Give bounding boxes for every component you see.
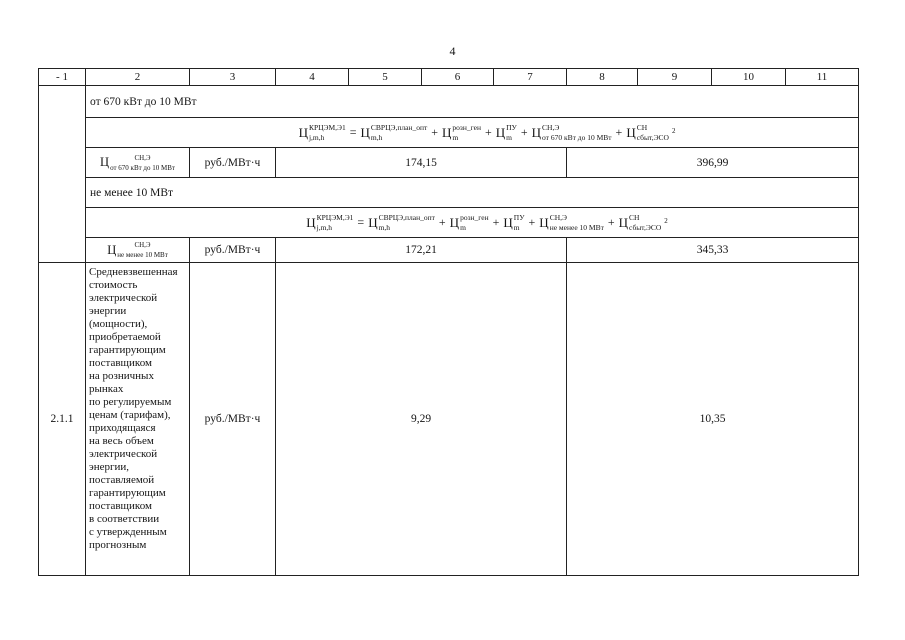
column-number: 11 <box>786 69 859 86</box>
symbol-indices <box>549 212 604 232</box>
symbol-subscript: сбыт,ЭСО <box>636 132 669 142</box>
symbol-superscript: ПУ <box>513 212 525 222</box>
row-label <box>107 242 168 258</box>
description-line: поставщиком <box>89 357 152 369</box>
symbol-subscript: m <box>460 222 466 232</box>
symbol-base: Ц <box>100 155 110 169</box>
column-number: 10 <box>712 69 786 86</box>
symbol-base: Ц <box>368 215 378 230</box>
symbol-base: Ц <box>539 215 549 230</box>
symbol-indices <box>513 212 525 232</box>
symbol-subscript: m <box>513 222 520 232</box>
symbol-base: Ц <box>306 215 316 230</box>
symbol-base: Ц <box>442 125 452 140</box>
formula <box>86 212 858 232</box>
description-line: на весь объем <box>89 435 154 447</box>
description-line: Средневзвешенная <box>89 266 178 278</box>
group-title: от 670 кВт до 10 МВт <box>86 86 859 118</box>
description-line: по регулируемым <box>89 396 172 408</box>
symbol-indices <box>316 212 354 232</box>
description-line: электрической <box>89 448 158 460</box>
value-row <box>39 148 859 178</box>
formula-term <box>531 122 612 142</box>
label-symbol <box>100 155 175 171</box>
symbol-superscript: СН,Э <box>134 153 151 162</box>
symbol-superscript: СН,Э <box>549 212 567 222</box>
value-cell: 172,21 <box>276 238 567 263</box>
value-cell: 396,99 <box>567 148 859 178</box>
column-number: 2 <box>86 69 190 86</box>
value-cell: 10,35 <box>567 263 859 576</box>
symbol-superscript: СВРЦЭ,план_опт <box>370 122 428 132</box>
symbol-indices <box>378 212 435 232</box>
formula-term <box>618 212 662 232</box>
value-cell: 345,33 <box>567 238 859 263</box>
column-number: 6 <box>422 69 494 86</box>
symbol-superscript: СВРЦЭ,план_опт <box>378 212 435 222</box>
symbol-indices <box>542 122 612 142</box>
symbol-base: Ц <box>618 215 629 230</box>
symbol-base: Ц <box>495 125 506 140</box>
symbol-subscript: от 670 кВт до 10 МВт <box>110 163 175 172</box>
row-label-cell <box>86 238 190 263</box>
plus-sign: + <box>438 215 446 229</box>
column-number-row <box>39 69 859 86</box>
symbol-subscript: m <box>506 132 512 142</box>
description-line: электрической <box>89 292 158 304</box>
description-line: энергии, <box>89 461 130 473</box>
row-label <box>100 155 175 171</box>
group-title-row <box>39 86 859 118</box>
symbol-base: Ц <box>626 125 636 140</box>
symbol-base: Ц <box>107 242 117 257</box>
symbol-subscript: j,m,h <box>316 222 333 232</box>
column-number: 5 <box>349 69 422 86</box>
description-line: гарантирующим <box>89 344 166 356</box>
symbol-subscript: сбыт,ЭСО <box>629 222 662 232</box>
formula <box>86 122 858 142</box>
description-line: приходящаяся <box>89 422 156 434</box>
symbol-subscript: j,m,h <box>308 132 325 142</box>
formula-lhs <box>298 122 346 142</box>
row-label-cell <box>86 148 190 178</box>
footnote-marker: 2 <box>671 126 676 135</box>
symbol-subscript: от 670 кВт до 10 МВт <box>542 132 612 142</box>
plus-sign: + <box>520 125 528 139</box>
formula-term <box>360 122 428 142</box>
formula-row <box>39 118 859 148</box>
label-symbol <box>107 242 168 258</box>
symbol-indices <box>506 122 517 142</box>
symbol-superscript: розн_ген <box>452 122 481 132</box>
symbol-superscript: СН <box>629 212 640 222</box>
symbol-indices <box>452 122 481 142</box>
page-number: 4 <box>449 44 456 58</box>
symbol-base: Ц <box>449 215 460 230</box>
equals-sign: = <box>349 125 357 139</box>
formula-term <box>449 212 489 232</box>
column-number: 8 <box>567 69 638 86</box>
empty-merged-cell <box>39 86 86 263</box>
symbol-superscript: розн_ген <box>460 212 489 222</box>
symbol-indices <box>636 122 669 142</box>
symbol-subscript: не менее 10 МВт <box>549 222 604 232</box>
symbol-superscript: КРЦЭМ,Э1 <box>316 212 354 222</box>
plus-sign: + <box>484 125 492 139</box>
group-title: не менее 10 МВт <box>86 178 859 208</box>
symbol-indices <box>629 212 662 232</box>
formula-term <box>442 122 481 142</box>
value-cell: 174,15 <box>276 148 567 178</box>
description-line: ценам (тарифам), <box>89 409 171 421</box>
row-number: 2.1.1 <box>39 263 86 576</box>
symbol-indices <box>460 212 489 232</box>
symbol-subscript: m <box>452 132 459 142</box>
formula-lhs <box>306 212 354 232</box>
symbol-superscript: СН <box>636 122 648 132</box>
row-2-1-1 <box>39 263 859 576</box>
symbol-base: Ц <box>360 125 370 140</box>
equals-sign: = <box>357 215 365 229</box>
formula-term <box>368 212 435 232</box>
unit-cell: руб./МВт·ч <box>190 263 276 576</box>
symbol-base: Ц <box>298 125 308 140</box>
unit-cell: руб./МВт·ч <box>190 148 276 178</box>
symbol-base: Ц <box>503 215 513 230</box>
description-line: на розничных <box>89 370 154 382</box>
formula-row <box>39 208 859 238</box>
formula-term <box>495 122 517 142</box>
column-number: - 1 <box>39 69 86 86</box>
symbol-superscript: СН,Э <box>542 122 560 132</box>
symbol-superscript: КРЦЭМ,Э1 <box>308 122 346 132</box>
footnote-marker: 2 <box>664 216 668 225</box>
description-line: стоимость <box>89 279 138 291</box>
column-number: 7 <box>494 69 567 86</box>
plus-sign: + <box>607 215 615 229</box>
plus-sign: + <box>615 125 623 139</box>
symbol-indices <box>308 122 346 142</box>
plus-sign: + <box>431 125 439 139</box>
column-number: 4 <box>276 69 349 86</box>
description-line: прогнозным <box>89 539 147 551</box>
row-description <box>86 263 190 576</box>
symbol-superscript: ПУ <box>506 122 517 132</box>
symbol-superscript: СН,Э <box>134 241 151 249</box>
plus-sign: + <box>492 215 500 229</box>
symbol-subscript: не менее 10 МВт <box>117 251 168 259</box>
symbol-indices <box>370 122 428 142</box>
plus-sign: + <box>528 215 536 229</box>
formula-term <box>539 212 604 232</box>
column-number: 9 <box>638 69 712 86</box>
symbol-base: Ц <box>531 125 542 140</box>
symbol-indices <box>117 242 168 258</box>
value-row <box>39 238 859 263</box>
symbol-subscript: m,h <box>378 222 391 232</box>
description-line: рынках <box>89 383 124 395</box>
tariff-table <box>38 68 859 576</box>
formula-term <box>626 122 669 142</box>
description-line: приобретаемой <box>89 331 161 343</box>
value-cell: 9,29 <box>276 263 567 576</box>
description-line: гарантирующим <box>89 487 166 499</box>
description-line: энергии <box>89 305 127 317</box>
formula-term <box>503 212 525 232</box>
description-line: поставляемой <box>89 474 155 486</box>
formula-cell <box>86 118 859 148</box>
description-line: (мощности), <box>89 318 148 330</box>
description-line: в соответствии <box>89 513 160 525</box>
symbol-subscript: m,h <box>370 132 383 142</box>
column-number: 3 <box>190 69 276 86</box>
symbol-indices <box>110 155 175 171</box>
description-line: поставщиком <box>89 500 152 512</box>
unit-cell: руб./МВт·ч <box>190 238 276 263</box>
formula-cell <box>86 208 859 238</box>
description-line: с утвержденным <box>89 526 167 538</box>
group-title-row <box>39 178 859 208</box>
